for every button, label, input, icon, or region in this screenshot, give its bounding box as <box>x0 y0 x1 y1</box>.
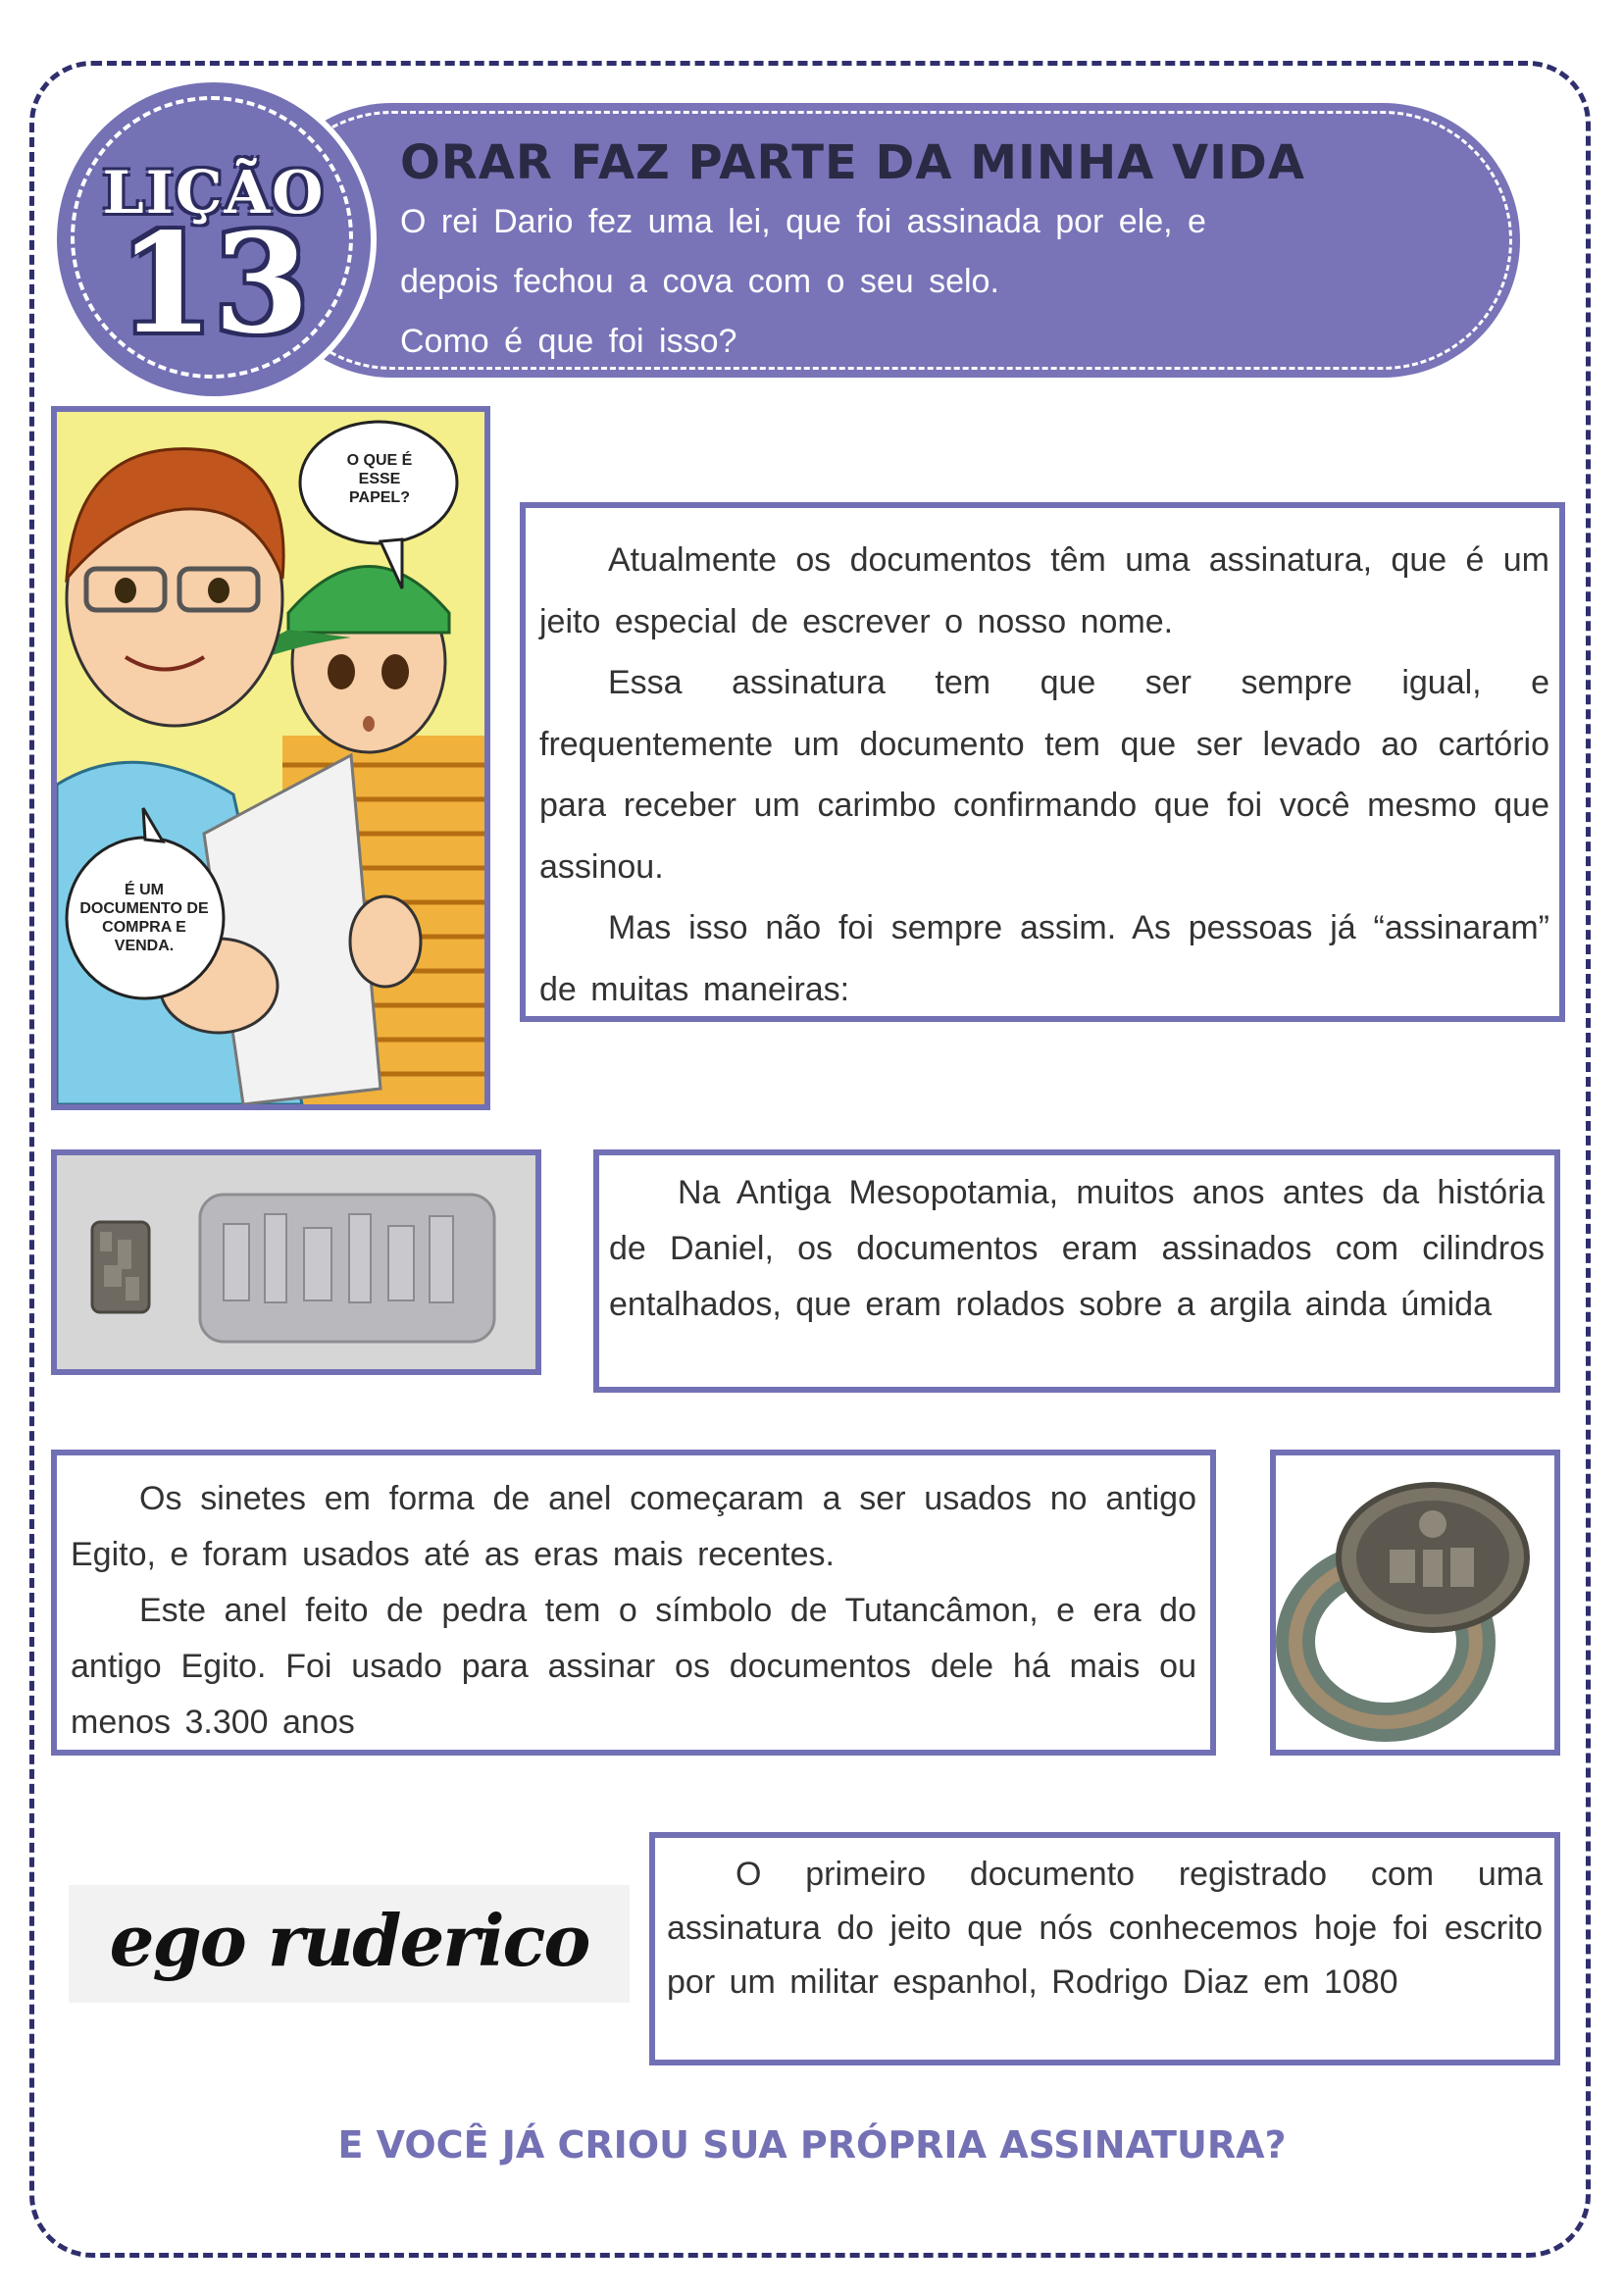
cylinder-seal-photo <box>51 1149 541 1375</box>
tutankhamun-ring-image <box>1276 1455 1554 1750</box>
lesson-badge <box>57 82 371 396</box>
intro-line-1: O rei Dario fez uma lei, que foi assinada por ele, e <box>400 203 1206 240</box>
page-title: ORAR FAZ PARTE DA MINHA VIDA <box>400 135 1306 190</box>
intro-text <box>400 192 1440 372</box>
cylinder-seal-image <box>57 1155 535 1369</box>
intro-line-3: Como é que foi isso? <box>400 323 737 360</box>
text-box-mesopotamia <box>593 1149 1560 1393</box>
text-box-signatures <box>520 502 1565 1022</box>
lesson-label: LIÇÃO <box>102 159 326 228</box>
box1-paragraph-2: Essa assinatura tem que ser sempre igual, e frequentemente um documento tem que ser levado ao cartório para receber um carimbo confirmando que foi você mesmo que assinou. <box>539 664 1549 886</box>
box4-text: O primeiro documento registrado com uma assinatura do jeito que nós conhecemos hoje foi escrito por um militar espanhol, Rodrigo Diaz em 1080 <box>667 1856 1543 2001</box>
box3-paragraph-2: Este anel feito de pedra tem o símbolo de Tutancâmon, e era do antigo Egito. Foi usado para assinar os documentos dele há mais ou menos 3.300 anos <box>71 1592 1196 1741</box>
intro-line-2: depois fechou a cova com o seu selo. <box>400 263 999 300</box>
box2-text: Na Antiga Mesopotamia, muitos anos antes da história de Daniel, os documentos eram assinados com cilindros entalhados, que eram rolados sobre a argila ainda úmida <box>609 1174 1545 1323</box>
box3-paragraph-1: Os sinetes em forma de anel começaram a ser usados no antigo Egito, e foram usados até as eras mais recentes. <box>71 1480 1196 1573</box>
comic-drawing <box>57 412 484 1104</box>
speech-bubble-bottom: É UM DOCUMENTO DE COMPRA E VENDA. <box>79 882 209 954</box>
ring-photo <box>1270 1450 1560 1756</box>
lesson-number: 13 <box>118 204 310 365</box>
closing-question: E VOCÊ JÁ CRIOU SUA PRÓPRIA ASSINATURA? <box>337 2123 1287 2167</box>
speech-bubble-top: O QUE É ESSE PAPEL? <box>346 452 413 506</box>
text-box-first-signature <box>649 1832 1560 2065</box>
signature-text: ego ruderico <box>109 1899 589 1982</box>
signature-image <box>69 1885 630 2003</box>
text-box-egypt-ring <box>51 1450 1216 1756</box>
box1-paragraph-1: Atualmente os documentos têm uma assinatura, que é um jeito especial de escrever o nosso nome. <box>539 541 1549 640</box>
box1-paragraph-3: Mas isso não foi sempre assim. As pessoas já “assinaram” de muitas maneiras: <box>539 909 1549 1008</box>
comic-illustration <box>51 406 490 1110</box>
